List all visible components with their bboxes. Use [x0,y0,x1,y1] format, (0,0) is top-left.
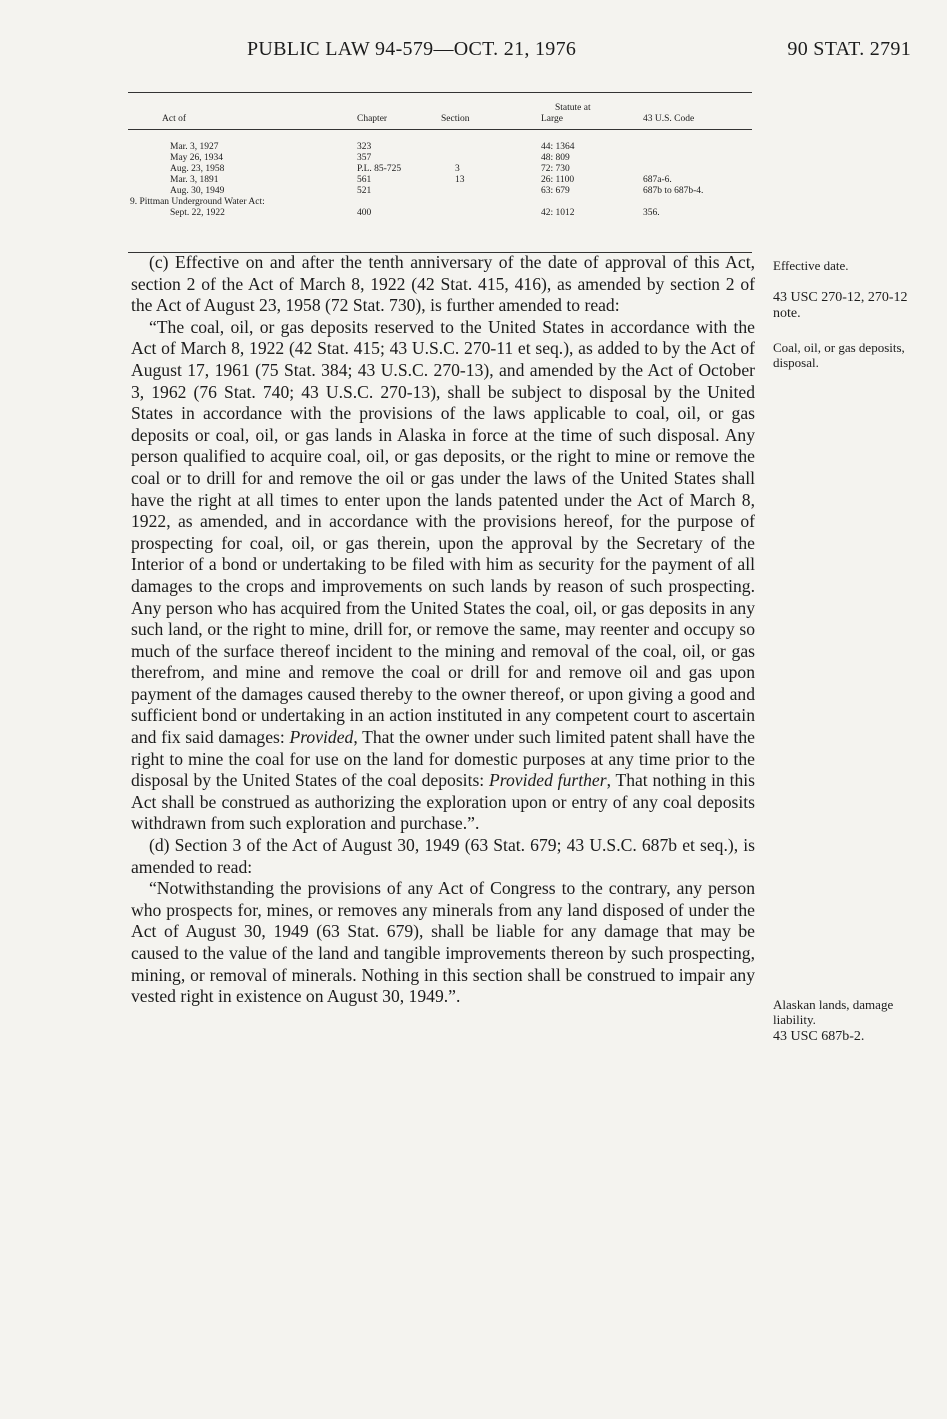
cell-statute: 72: 730 [541,164,570,174]
cell-statute: 42: 1012 [541,208,575,218]
margin-note-usc-270: 43 USC 270-12, 270-12 note. [773,290,908,321]
citation-table [128,92,752,253]
table-group-heading [128,197,752,208]
running-header-law: PUBLIC LAW 94-579—OCT. 21, 1976 [247,38,577,60]
cell-act: Mar. 3, 1891 [170,175,219,185]
margin-note-usc-687b: 43 USC 687b-2. [773,1029,865,1044]
provided-further-term: Provided further [489,770,607,791]
cell-section: 3 [455,164,460,174]
table-row [128,153,752,164]
table-body [128,130,752,252]
cell-statute: 26: 1100 [541,175,575,185]
cell-usc: 687b to 687b-4. [643,186,704,196]
cell-chapter: P.L. 85-725 [357,164,402,174]
table-row [128,175,752,186]
cell-statute: 48: 809 [541,153,570,163]
paragraph-c-quote [131,317,755,835]
cell-chapter: 400 [357,208,372,218]
cell-act: Sept. 22, 1922 [170,208,225,218]
cell-chapter: 521 [357,186,372,196]
table-row [128,208,752,219]
cell-statute: 63: 679 [541,186,570,196]
cell-usc: 356. [643,208,660,218]
table-row [128,142,752,153]
cell-act: May 26, 1934 [170,153,224,163]
cell-chapter: 357 [357,153,372,163]
paragraph-d-quote: “Notwithstanding the provisions of any Act of Congress to the contrary, any person who prospects for, mines, or removes any minerals from any land disposed of under the Act of August 30, 1949 (63 Stat. 679), shall be liable for any damage that may be caused to the value of the land and tangible improvements thereon by such prospecting, mining, or removal of minerals. Nothing in this section shall be construed to impair any vested right in existence on August 30, 1949.”. [131,878,755,1007]
table-row [128,186,752,197]
col-statute [541,103,591,125]
col-usc: 43 U.S. Code [643,114,695,124]
col-chapter: Chapter [357,114,388,124]
col-statute-line2: Large [541,114,563,124]
cell-statute: 44: 1364 [541,142,575,152]
paragraph-c: (c) Effective on and after the tenth anniversary of the date of approval of this Act, section 2 of the Act of March 8, 1922 (42 Stat. 415, 416), as amended by section 2 of the Act of August 23, 1958 (72 Stat. 730), is further amended to read: [131,252,755,316]
cell-usc: 687a-6. [643,175,672,185]
quote-text-3: , That nothing in this Act shall be construed as authorizing the exploration upon or entry of any coal deposits withdrawn from such exploration and purchase.”. [131,770,756,834]
margin-note-alaskan-lands: Alaskan lands, damage liability. [773,997,894,1027]
margin-note-effective-date: Effective date. [773,258,849,273]
statute-body [131,252,755,1008]
paragraph-d: (d) Section 3 of the Act of August 30, 1949 (63 Stat. 679; 43 U.S.C. 687b et seq.), is amended to read: [131,835,755,877]
table-row [128,164,752,175]
cell-chapter: 561 [357,175,372,185]
cell-chapter: 323 [357,142,372,152]
quote-text-1: “The coal, oil, or gas deposits reserved to the United States in accordance with the Act of March 8, 1922 (42 Stat. 415; 43 U.S.C. 270-11 et seq.), as added to by the Act of August 17, 1961 (75 Stat. 384; 43 U.S.C. 270-13), and amended by the Act of October 3, 1962 (76 Stat. 740; 43 U.S.C. 270-13), shall be subject to disposal by the United States in accordance with the provisions of the laws applicable to coal, oil, or gas deposits or coal, oil, or gas lands in Alaska in force at the time of such disposal. Any person qualified to acquire coal, oil, or gas deposits, or the right to mine or remove the coal or to drill for and remove the oil or gas under the laws of the United States shall have the right at all times to enter upon the lands patented under the Act of March 8, 1922, as amended, and in accordance with the provisions hereof, for the purpose of prospecting for coal, oil, or gas therein, upon the approval by the Secretary of the Interior of a bond or undertaking to be filed with him as security for the payment of all damages to the crops and improvements on such lands by reason of such prospecting. Any person who has acquired from the United States the coal, oil, or gas deposits in any such land, or the right to mine, drill for, or remove the same, may reenter and occupy so much of the surface thereof incident to the mining and removal of the coal, oil, or gas therefrom, and mine and remove the coal or drill for and remove oil and gas upon payment of the damages caused thereby to the owner thereof, or upon giving a good and sufficient bond or undertaking in an action instituted in any competent court to ascertain and fix said damages: [131,316,755,748]
col-statute-line1: Statute at [555,103,591,113]
table-header [128,93,752,129]
cell-act: Aug. 23, 1958 [170,164,225,174]
cell-act: Aug. 30, 1949 [170,186,225,196]
cell-group-heading: 9. Pittman Underground Water Act: [130,197,265,207]
quote-text-2: , That the owner under such limited patent shall have the right to mine the coal for use on the land for domestic purposes at any time prior to the disposal by the United States of the coal deposits: [131,727,755,791]
cell-act: Mar. 3, 1927 [170,142,219,152]
margin-note-coal-deposits: Coal, oil, or gas deposits, disposal. [773,340,905,370]
col-section: Section [441,114,470,124]
cell-section: 13 [455,175,465,185]
provided-term: Provided [289,727,354,748]
col-act-of: Act of [162,114,187,124]
running-header-page: 90 STAT. 2791 [787,38,911,60]
